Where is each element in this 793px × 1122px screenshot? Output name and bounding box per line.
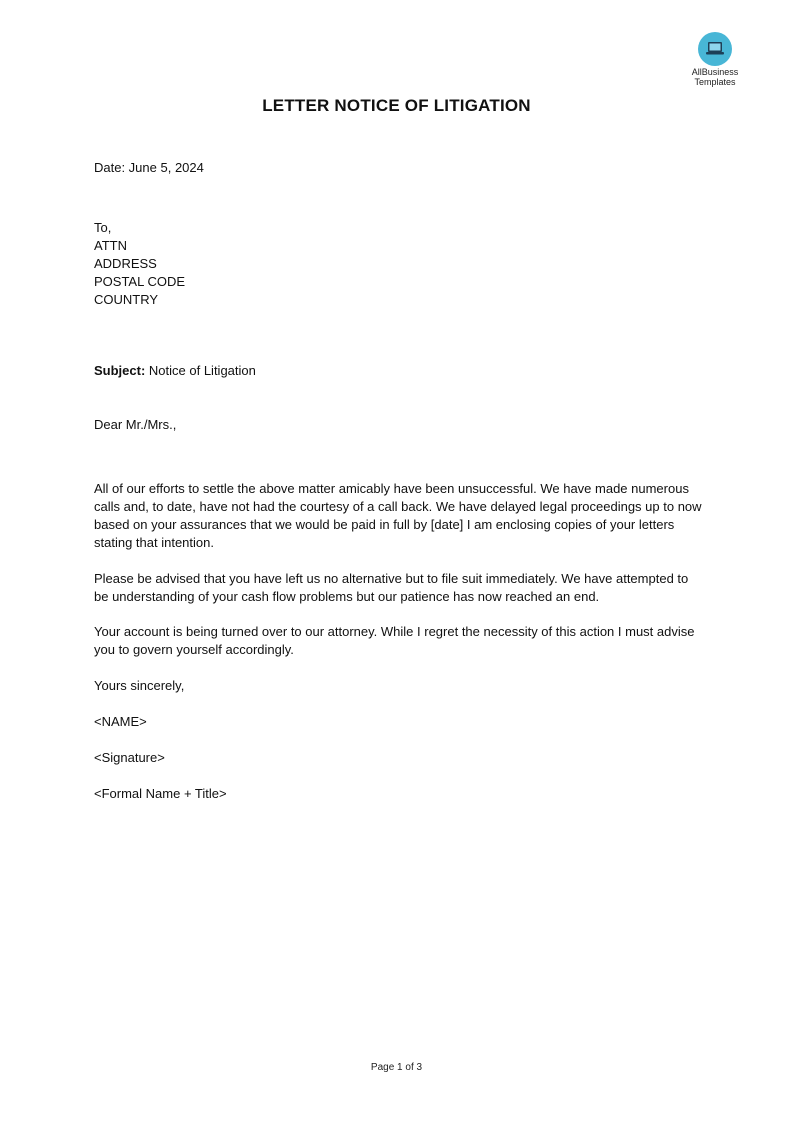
body-paragraph-3: Your account is being turned over to our attorney. While I regret the necessity of this action I must advise you to govern yourself accordingly. — [94, 624, 695, 657]
page-number: Page 1 of 3 — [370, 1062, 423, 1073]
laptop-icon — [698, 32, 732, 66]
recipient-postal-code: POSTAL CODE — [94, 274, 186, 289]
recipient-address: ADDRESS — [94, 256, 157, 271]
body-paragraph-2: Please be advised that you have left us no alternative but to file suit immediately. We have attempted to be understanding of your cash flow problems but our patience has now reached an end. — [94, 571, 689, 604]
logo-text-line2: Templates — [694, 77, 736, 87]
document-title: LETTER NOTICE OF LITIGATION — [262, 96, 531, 115]
signer-name: <NAME> — [94, 714, 147, 729]
subject-line — [94, 362, 256, 380]
letter-date: Date: June 5, 2024 — [94, 160, 204, 175]
signature-placeholder: <Signature> — [94, 750, 165, 765]
brand-logo — [680, 32, 750, 87]
formal-name-title: <Formal Name + Title> — [94, 786, 227, 801]
recipient-attn: ATTN — [94, 238, 127, 253]
salutation: Dear Mr./Mrs., — [94, 417, 177, 432]
recipient-to: To, — [94, 220, 112, 235]
subject-label: Subject: — [94, 363, 146, 378]
subject-text: Notice of Litigation — [145, 363, 256, 378]
closing: Yours sincerely, — [94, 678, 185, 693]
recipient-country: COUNTRY — [94, 292, 159, 307]
logo-text-line1: AllBusiness — [691, 67, 739, 77]
body-paragraph-1: All of our efforts to settle the above matter amicably have been unsuccessful. We have made numerous calls and, to date, have not had the courtesy of a call back. We have delayed legal proceedings up to now based on your assurances that we would be paid in full by [date] I am enclosing copies of your letters stating that intention. — [94, 481, 702, 550]
